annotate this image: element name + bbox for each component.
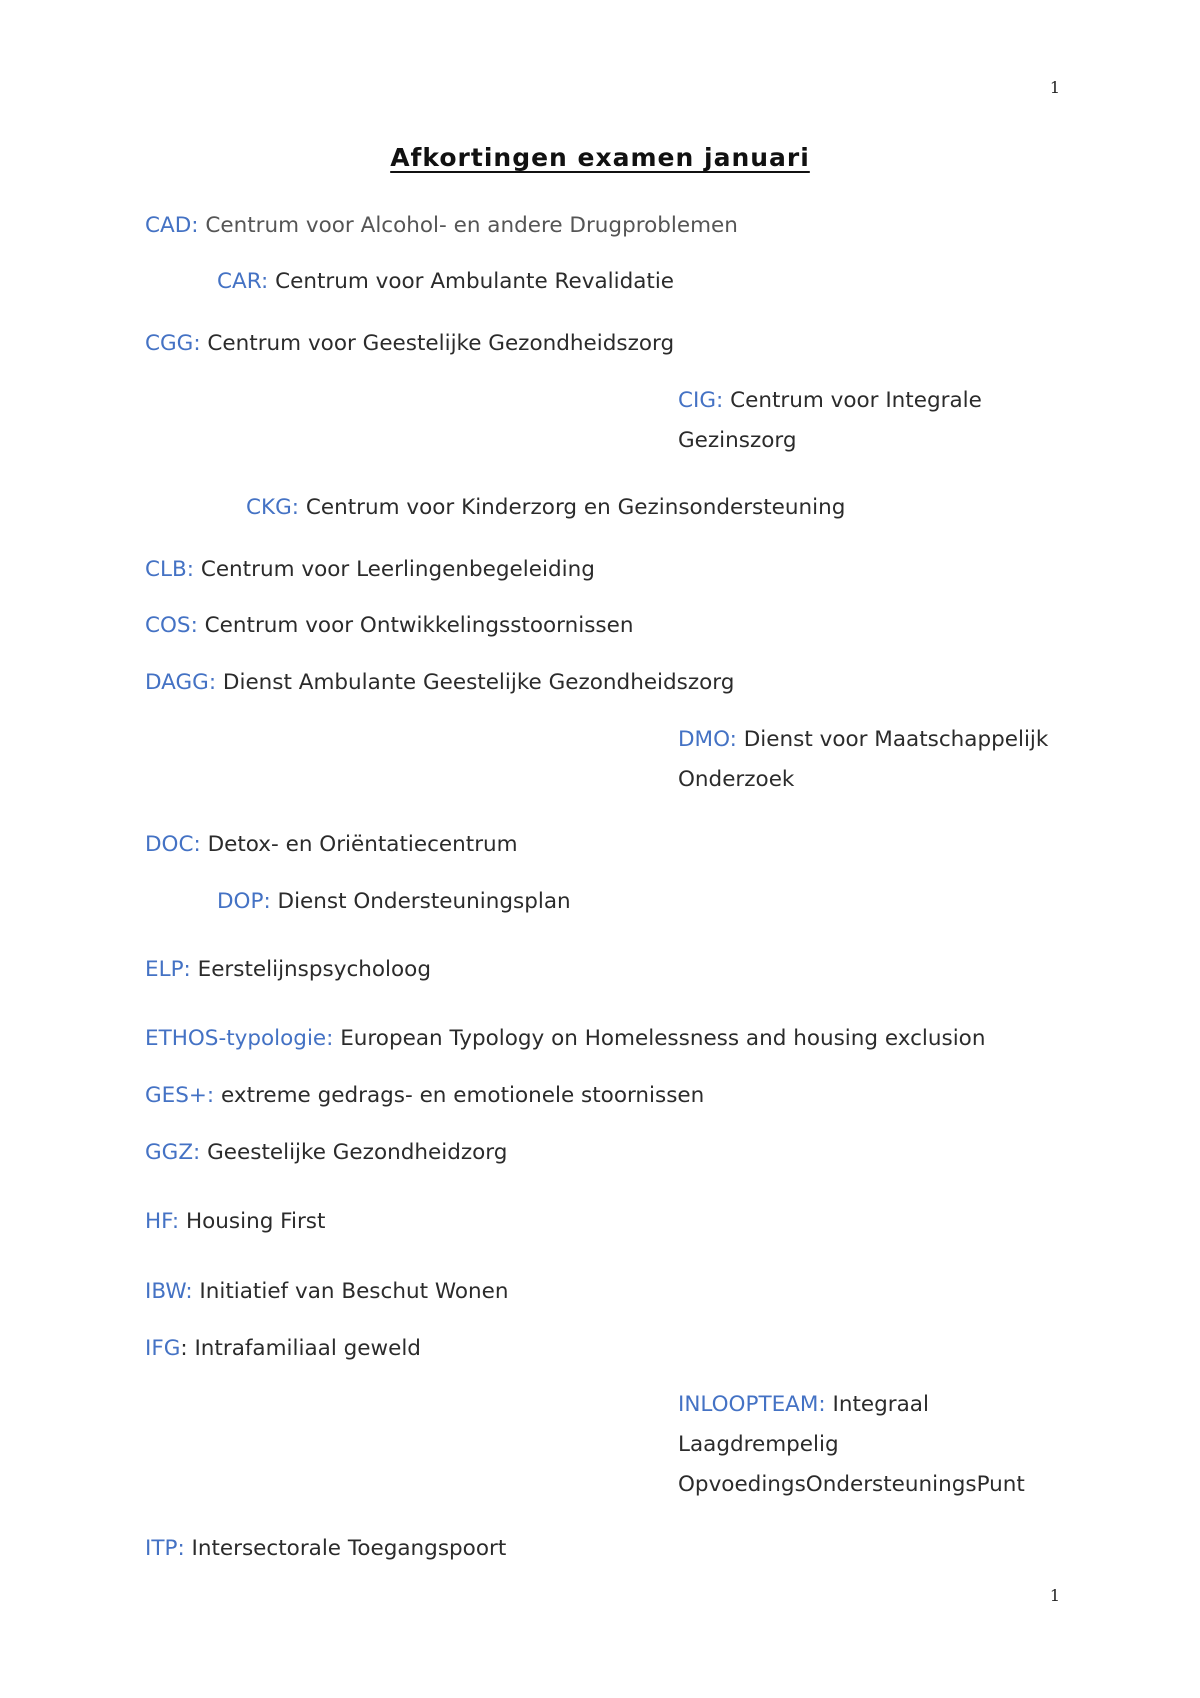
header-page-number: 1 bbox=[1049, 78, 1060, 97]
abbreviation: GGZ: bbox=[145, 1140, 201, 1165]
abbreviation: CKG: bbox=[246, 495, 300, 520]
abbreviation: ITP: bbox=[145, 1536, 185, 1561]
entry-ggz bbox=[145, 1133, 507, 1173]
abbreviation: COS: bbox=[145, 613, 198, 638]
abbreviation: DAGG: bbox=[145, 670, 217, 695]
definition: extreme gedrags- en emotionele stoornissen bbox=[214, 1083, 705, 1108]
entry-cig bbox=[678, 381, 1058, 461]
entry-doc bbox=[145, 825, 518, 865]
entry-itp bbox=[145, 1529, 506, 1569]
definition: Dienst voor Maatschappelijk Onderzoek bbox=[678, 727, 1049, 792]
entry-hf bbox=[145, 1202, 325, 1242]
abbreviation: IFG bbox=[145, 1336, 181, 1361]
entry-dop bbox=[217, 882, 571, 922]
definition: Centrum voor Geestelijke Gezondheidszorg bbox=[200, 331, 675, 356]
entry-ibw bbox=[145, 1272, 508, 1312]
abbreviation: CGG: bbox=[145, 331, 201, 356]
abbreviation: CAD: bbox=[145, 213, 199, 238]
abbreviation: CAR: bbox=[217, 269, 269, 294]
abbreviation: DOC: bbox=[145, 832, 201, 857]
abbreviation: ELP: bbox=[145, 957, 191, 982]
entry-dagg bbox=[145, 663, 734, 703]
entry-ifg bbox=[145, 1329, 421, 1369]
entry-cgg bbox=[145, 324, 674, 364]
entry-dmo bbox=[678, 720, 1058, 800]
entry-ges-plus bbox=[145, 1076, 704, 1116]
definition: Centrum voor Ontwikkelingsstoornissen bbox=[197, 613, 634, 638]
abbreviation: INLOOPTEAM: bbox=[678, 1392, 826, 1417]
definition: Initiatief van Beschut Wonen bbox=[192, 1279, 509, 1304]
entry-cos bbox=[145, 606, 634, 646]
entry-ckg bbox=[246, 488, 845, 528]
definition: Dienst Ambulante Geestelijke Gezondheidszorg bbox=[216, 670, 735, 695]
abbreviation: ETHOS-typologie: bbox=[145, 1026, 334, 1051]
entry-cad bbox=[145, 206, 738, 246]
abbreviation: DMO: bbox=[678, 727, 737, 752]
footer-page-number: 1 bbox=[1049, 1586, 1060, 1605]
entry-elp bbox=[145, 950, 431, 990]
definition: : Intrafamiliaal geweld bbox=[180, 1336, 421, 1361]
definition: Integraal Laagdrempelig OpvoedingsOndersteuningsPunt bbox=[678, 1392, 1025, 1497]
abbreviation: HF: bbox=[145, 1209, 180, 1234]
abbreviation: CIG: bbox=[678, 388, 724, 413]
definition: Geestelijke Gezondheidzorg bbox=[200, 1140, 508, 1165]
entry-car bbox=[217, 262, 674, 302]
entry-ethos bbox=[145, 1019, 985, 1059]
abbreviation: GES+: bbox=[145, 1083, 215, 1108]
page-title: Afkortingen examen januari bbox=[390, 143, 810, 172]
definition: Centrum voor Kinderzorg en Gezinsondersteuning bbox=[299, 495, 846, 520]
abbreviation: IBW: bbox=[145, 1279, 193, 1304]
definition: Intersectorale Toegangspoort bbox=[184, 1536, 507, 1561]
definition: Housing First bbox=[179, 1209, 326, 1234]
definition: Detox- en Oriëntatiecentrum bbox=[200, 832, 518, 857]
entry-clb bbox=[145, 550, 595, 590]
definition: Centrum voor Leerlingenbegeleiding bbox=[193, 557, 595, 582]
definition: European Typology on Homelessness and housing exclusion bbox=[333, 1026, 986, 1051]
abbreviation: CLB: bbox=[145, 557, 194, 582]
definition: Centrum voor Alcohol- en andere Drugproblemen bbox=[198, 213, 738, 238]
abbreviation: DOP: bbox=[217, 889, 271, 914]
definition: Eerstelijnspsycholoog bbox=[190, 957, 431, 982]
definition: Dienst Ondersteuningsplan bbox=[270, 889, 571, 914]
definition: Centrum voor Ambulante Revalidatie bbox=[268, 269, 675, 294]
entry-inloopteam bbox=[678, 1385, 1088, 1505]
definition: Centrum voor Integrale Gezinszorg bbox=[678, 388, 982, 453]
